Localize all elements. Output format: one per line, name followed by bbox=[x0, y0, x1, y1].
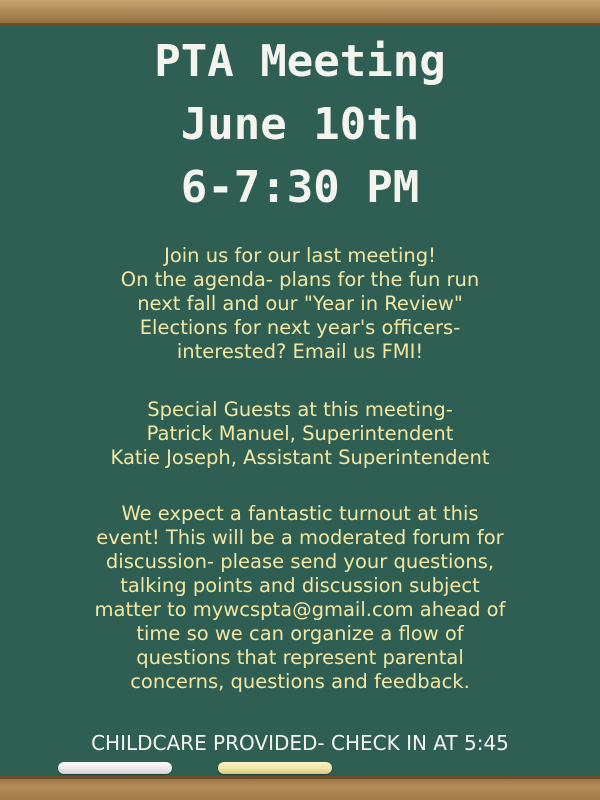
white-chalk-stick bbox=[58, 762, 172, 774]
wood-frame-top bbox=[0, 0, 600, 26]
intro-line: Elections for next year's officers- bbox=[139, 316, 461, 339]
title-line-time: 6-7:30 PM bbox=[180, 162, 420, 213]
yellow-chalk-stick bbox=[218, 762, 332, 774]
guests-heading: Special Guests at this meeting- bbox=[147, 398, 453, 421]
intro-line: interested? Email us FMI! bbox=[176, 340, 424, 363]
details-line: questions that represent parental bbox=[136, 646, 464, 669]
details-line: talking points and discussion subject bbox=[120, 574, 480, 597]
intro-line: On the agenda- plans for the fun run bbox=[120, 268, 480, 291]
intro-line: Join us for our last meeting! bbox=[164, 244, 436, 267]
details-line: time so we can organize a flow of bbox=[136, 622, 464, 645]
intro-paragraph bbox=[20, 244, 580, 364]
guests-paragraph bbox=[20, 398, 580, 470]
details-line: discussion- please send your questions, bbox=[105, 550, 495, 573]
intro-line: next fall and our "Year in Review" bbox=[137, 292, 463, 315]
flyer-title bbox=[0, 30, 600, 219]
details-paragraph bbox=[20, 502, 580, 694]
details-line: We expect a fantastic turnout at this bbox=[121, 502, 479, 525]
title-line-date: June 10th bbox=[180, 99, 420, 150]
wood-frame-bottom-ledge bbox=[0, 776, 600, 800]
childcare-notice: CHILDCARE PROVIDED- CHECK IN AT 5:45 bbox=[91, 731, 509, 755]
details-line: concerns, questions and feedback. bbox=[130, 670, 470, 693]
guest-line: Katie Joseph, Assistant Superintendent bbox=[110, 446, 490, 469]
details-line: event! This will be a moderated forum for bbox=[96, 526, 504, 549]
guest-line: Patrick Manuel, Superintendent bbox=[146, 422, 454, 445]
title-line-event: PTA Meeting bbox=[154, 36, 446, 87]
details-line: matter to mywcspta@gmail.com ahead of bbox=[94, 598, 506, 621]
